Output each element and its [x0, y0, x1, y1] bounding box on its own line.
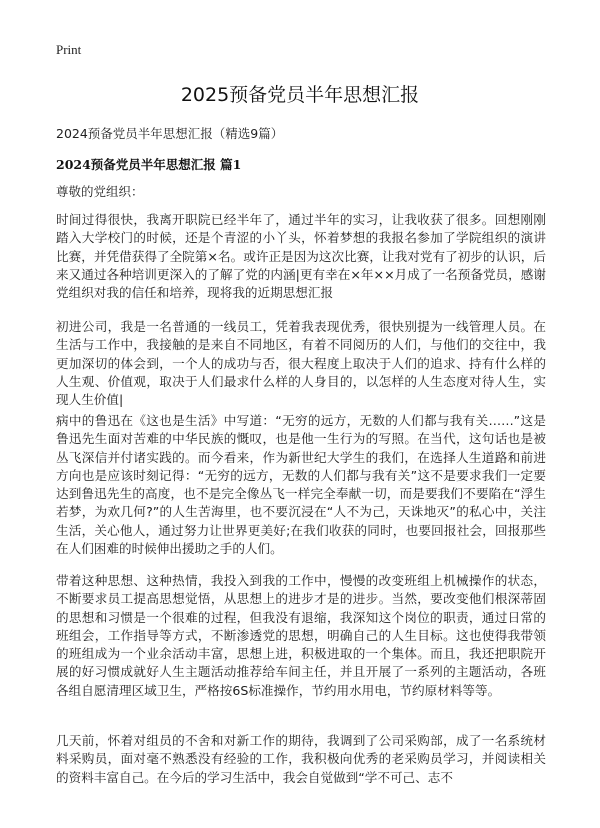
paragraph-3: 病中的鲁迅在《这也是生活》中写道：“无穷的远方，无数的人们都与我有关……”这是鲁迅先生面对苦难的中华民族的慨叹，也是他一生行为的写照。在当代，这句话也是被丛飞深信并付诸实践的。而今看来，作为新世纪大学生的我们，在选择人生道路和前进方向也是应该时刻记得：“无穷的远方，无数的人们都与我有关”这不是要求我们一定要达到鲁迅先生的高度，也不是完全像丛飞一样完全奉献一切，而是要我们不要陷在“浮生若梦，为欢几何?”的人生苦海里，也不要沉浸在“人不为己，天诛地灭”的私心中，关注生活，关心他人，通过努力让世界更美好;在我们收获的同时，也要回报社会，回报那些在人们困难的时候伸出援助之手的人们。	[56, 413, 546, 557]
paragraph-2: 初进公司，我是一名普通的一线员工，凭着我表现优秀，很快别提为一线管理人员。在生活与工作中，我接触的是来自不同地区，有着不同阅历的人们，与他们的交往中，我更加深切的体会到，一个人的成功与否，很大程度上取决于人们的追求、持有什么样的人生观、价值观，取决于人们最求什么样的人身目的，以怎样的人生态度对待人生，实现人生价值|	[56, 319, 546, 408]
salutation: 尊敬的党组织：	[56, 184, 144, 199]
paragraph-1: 时间过得很快，我离开职院已经半年了，通过半年的实习，让我收获了很多。回想刚刚踏入大学校门的时候，还是个青涩的小丫头，怀着梦想的我报名参加了学院组织的演讲比赛，并凭借获得了全院第×名。或许正是因为这次比赛，让我对党有了初步的认识，后来又通过各种培训更深入的了解了党的内涵|更有幸在×年××月成了一名预备党员，感谢党组织对我的信任和培养，现将我的近期思想汇报	[56, 212, 546, 301]
document-title: 2025预备党员半年思想汇报	[180, 84, 420, 106]
paragraph-5: 几天前，怀着对组员的不舍和对新工作的期待，我调到了公司采购部，成了一名系统材料采购员，面对毫不熟悉没有经验的工作，我积极向优秀的老采购员学习，并阅读相关的资料丰富自己。在今后的学习生活中，我会自觉做到“学不可己、志不	[56, 733, 546, 785]
section-heading: 2024预备党员半年思想汇报 篇1	[56, 157, 242, 172]
document-subtitle: 2024预备党员半年思想汇报（精选9篇）	[56, 126, 284, 141]
paragraph-4: 带着这种思想、这种热情，我投入到我的工作中，慢慢的改变班组上机械操作的状态，不断要求员工提高思想觉悟，从思想上的进步才是的进步。当然，要改变他们根深蒂固的思想和习惯是一个很难的过程，但我没有退缩，我深知这个岗位的职责，通过日常的班组会，工作指导等方式，不断渗透党的思想，明确自己的人生目标。这也使得我带领的班组成为一个业余活动丰富，思想上进，积极进取的一个集体。而且，我还把职院开展的好习惯成就好人生主题活动推荐给车间主任，并且开展了一系列的主题活动，各班各组自愿清理区域卫生，严格按6S标准操作，节约用水用电，节约原材料等等。	[56, 573, 546, 698]
print-label[interactable]: Print	[56, 42, 82, 57]
